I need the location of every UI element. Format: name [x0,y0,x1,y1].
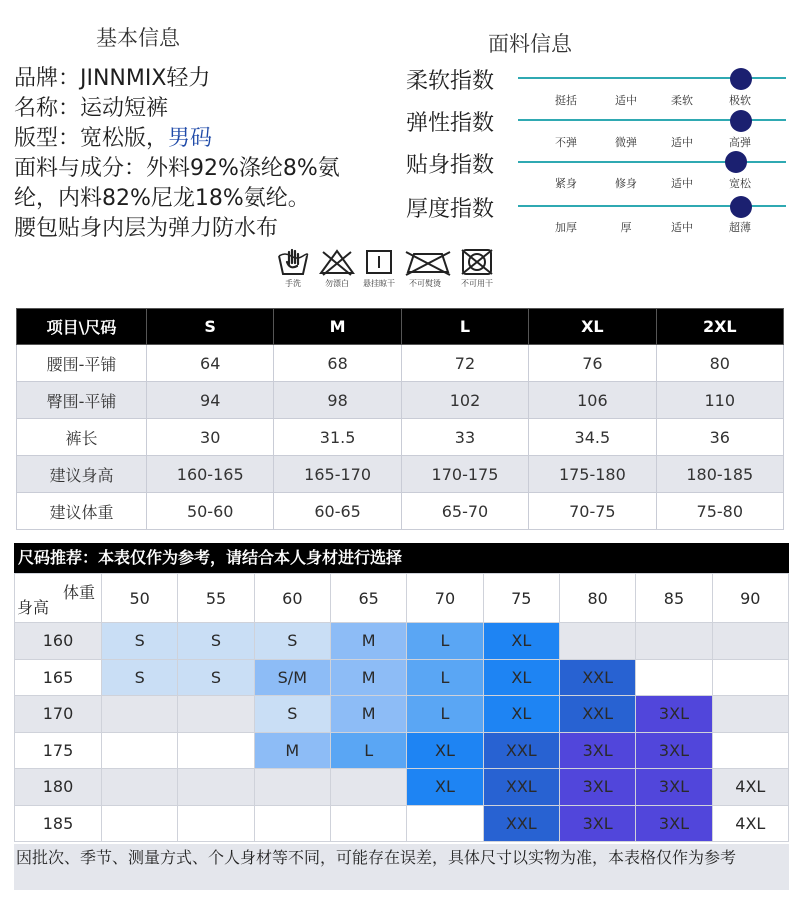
softness-tick: 适中 [615,94,637,107]
size-recommend-cell: L [407,623,483,660]
size-recommend-cell: XXL [483,769,559,806]
basic-info-block [14,64,394,244]
elasticity-scale-knob [730,110,752,132]
row-label: 裤长 [17,419,147,456]
care-label: 手洗 [285,279,301,288]
table-cell: 94 [147,382,274,419]
size-recommend-cell: 3XL [636,769,712,806]
fit-index-label: 贴身指数 [406,153,495,178]
header-cell: 2XL [656,309,783,345]
elasticity-tick: 微弹 [615,136,637,149]
size-recommend-cell: 3XL [636,696,712,733]
elasticity-tick: 适中 [671,136,693,149]
weight-header: 80 [559,574,635,623]
row-label: 腰围-平铺 [17,345,147,382]
height-axis-label: 身高 [17,598,50,617]
table-cell: 180-185 [656,456,783,493]
table-cell: 106 [529,382,656,419]
care-label: 悬挂晾干 [363,279,395,288]
recommend-row [15,623,789,660]
size-recommend-cell: S [102,623,178,660]
height-cell: 180 [15,769,102,806]
table-cell: 170-175 [401,456,528,493]
table-row [17,382,784,419]
care-no-tumble-dry [454,248,500,289]
size-recommend-cell [407,805,483,842]
height-cell: 165 [15,659,102,696]
hang-dry-icon [364,248,394,276]
table-cell: 76 [529,345,656,382]
table-cell: 110 [656,382,783,419]
fit-index-tick: 适中 [671,177,693,190]
fit-index-tick: 紧身 [555,177,577,190]
thickness-tick: 加厚 [555,221,577,234]
size-recommend-cell: 4XL [712,805,788,842]
disclaimer-note: 因批次、季节、测量方式、个人身材等不同，可能存在误差，具体尺寸以实物为准，本表格仅作为参考 [14,844,789,890]
fit-index-tick: 修身 [615,177,637,190]
recommend-title: 尺码推荐：本表仅作为参考，请结合本人身材进行选择 [14,543,789,573]
size-recommend-cell [178,805,254,842]
softness-tick: 柔软 [671,94,693,107]
size-recommend-cell: 3XL [559,805,635,842]
size-recommend-cell: XL [483,623,559,660]
size-recommend-cell: L [407,659,483,696]
size-recommend-cell: M [330,696,406,733]
size-recommend-cell: S [178,659,254,696]
size-recommend-cell [712,659,788,696]
row-label: 臀围-平铺 [17,382,147,419]
weight-header: 50 [102,574,178,623]
size-recommend-cell: M [330,623,406,660]
care-label: 勿漂白 [325,279,349,288]
weight-header: 85 [636,574,712,623]
care-instructions [270,248,500,294]
recommend-table [14,573,789,842]
size-recommend-cell: S [102,659,178,696]
elasticity-tick: 不弹 [555,136,577,149]
table-cell: 102 [401,382,528,419]
height-cell: 175 [15,732,102,769]
size-recommend-cell: XXL [483,805,559,842]
fit-index-tick: 宽松 [729,177,751,190]
softness-label: 柔软指数 [406,69,495,94]
size-recommend-cell: 3XL [559,769,635,806]
size-recommend-cell: L [407,696,483,733]
care-label: 不可用干 [461,279,493,288]
size-recommend-cell [712,696,788,733]
size-recommend-cell [636,623,712,660]
height-cell: 185 [15,805,102,842]
weight-header: 55 [178,574,254,623]
size-recommend-cell [102,805,178,842]
size-recommend-cell: XL [407,769,483,806]
table-cell: 70-75 [529,493,656,530]
waist-note-line: 腰包贴身内层为弹力防水布 [14,216,279,241]
recommend-row [15,732,789,769]
care-hand-wash [270,248,316,289]
table-cell: 64 [147,345,274,382]
size-recommend-cell [102,696,178,733]
thickness-tick: 超薄 [729,221,751,234]
row-label: 建议身高 [17,456,147,493]
corner-cell [15,574,102,623]
softness-tick: 极软 [729,94,751,107]
table-row [17,419,784,456]
recommend-row [15,769,789,806]
size-recommend-cell: XXL [559,696,635,733]
table-cell: 65-70 [401,493,528,530]
size-recommend-cell: 4XL [712,769,788,806]
header-cell: 项目\尺码 [17,309,147,345]
size-recommend-cell: M [330,659,406,696]
size-recommend-cell [559,623,635,660]
fit-gender: 男码 [168,126,213,151]
weight-header: 65 [330,574,406,623]
table-cell: 50-60 [147,493,274,530]
thickness-tick: 适中 [671,221,693,234]
size-table [16,308,784,530]
size-table-header [17,309,784,345]
brand-line: 品牌：JINNMIX轻力 [14,66,211,91]
table-cell: 75-80 [656,493,783,530]
size-recommend-cell: XXL [483,732,559,769]
thickness-scale-knob [730,196,752,218]
table-row [17,345,784,382]
product-name-line: 名称：运动短裤 [14,96,169,121]
no-tumble-dry-icon [459,248,495,276]
size-recommend-cell: S [254,696,330,733]
care-no-bleach [314,248,360,289]
size-recommend-cell [178,732,254,769]
table-cell: 36 [656,419,783,456]
table-cell: 30 [147,419,274,456]
recommend-row [15,805,789,842]
table-cell: 60-65 [274,493,401,530]
weight-header: 75 [483,574,559,623]
table-cell: 175-180 [529,456,656,493]
size-recommend-cell [712,623,788,660]
fit-prefix: 版型：宽松版， [14,126,169,151]
header-cell: L [401,309,528,345]
height-cell: 160 [15,623,102,660]
table-row [17,456,784,493]
size-recommend-cell: XL [483,659,559,696]
weight-axis-label: 体重 [62,583,95,602]
recommend-row [15,659,789,696]
elasticity-label: 弹性指数 [406,111,495,136]
height-cell: 170 [15,696,102,733]
size-recommend-cell [330,805,406,842]
size-recommend-cell: L [330,732,406,769]
table-row [17,493,784,530]
size-recommend-cell: S [254,623,330,660]
weight-header: 90 [712,574,788,623]
softness-scale-knob [730,68,752,90]
recommend-header-row [15,574,789,623]
thickness-tick: 厚 [620,221,632,234]
composition-line-1: 面料与成分：外料92%涤纶8%氨 [14,156,340,181]
size-recommend-cell [102,769,178,806]
header-cell: M [274,309,401,345]
table-cell: 98 [274,382,401,419]
table-cell: 31.5 [274,419,401,456]
size-recommend-cell: 3XL [559,732,635,769]
fit-index-scale-knob [725,151,747,173]
care-label: 不可熨烫 [409,279,441,288]
size-recommend-cell: S [178,623,254,660]
size-recommend-cell: XXL [559,659,635,696]
no-iron-icon [402,248,454,276]
size-recommend-cell: XL [407,732,483,769]
thickness-label: 厚度指数 [406,197,495,222]
recommend-row [15,696,789,733]
size-recommend-cell [254,769,330,806]
size-recommend-cell [254,805,330,842]
no-bleach-icon [317,248,357,276]
care-no-iron [402,248,448,289]
hand-wash-icon [275,248,311,276]
header-cell: S [147,309,274,345]
softness-tick: 挺括 [555,94,577,107]
table-cell: 160-165 [147,456,274,493]
table-cell: 72 [401,345,528,382]
row-label: 建议体重 [17,493,147,530]
size-recommend-cell [712,732,788,769]
basic-info-title: 基本信息 [96,26,180,50]
size-recommend-cell [178,696,254,733]
size-recommend-cell: M [254,732,330,769]
table-cell: 33 [401,419,528,456]
fit-line [14,124,394,154]
weight-header: 70 [407,574,483,623]
header-cell: XL [529,309,656,345]
table-cell: 80 [656,345,783,382]
table-cell: 165-170 [274,456,401,493]
size-recommend-cell [636,659,712,696]
size-recommend-cell [330,769,406,806]
care-hang-dry [356,248,402,289]
size-recommend-cell [178,769,254,806]
table-cell: 34.5 [529,419,656,456]
size-recommend-cell: 3XL [636,805,712,842]
size-recommend-cell: XL [483,696,559,733]
table-cell: 68 [274,345,401,382]
fabric-info-title: 面料信息 [488,32,572,56]
size-recommend-cell: S/M [254,659,330,696]
weight-header: 60 [254,574,330,623]
composition-line-2: 纶，内料82%尼龙18%氨纶。 [14,186,310,211]
size-recommend-cell [102,732,178,769]
elasticity-tick: 高弹 [729,136,751,149]
size-recommend-cell: 3XL [636,732,712,769]
